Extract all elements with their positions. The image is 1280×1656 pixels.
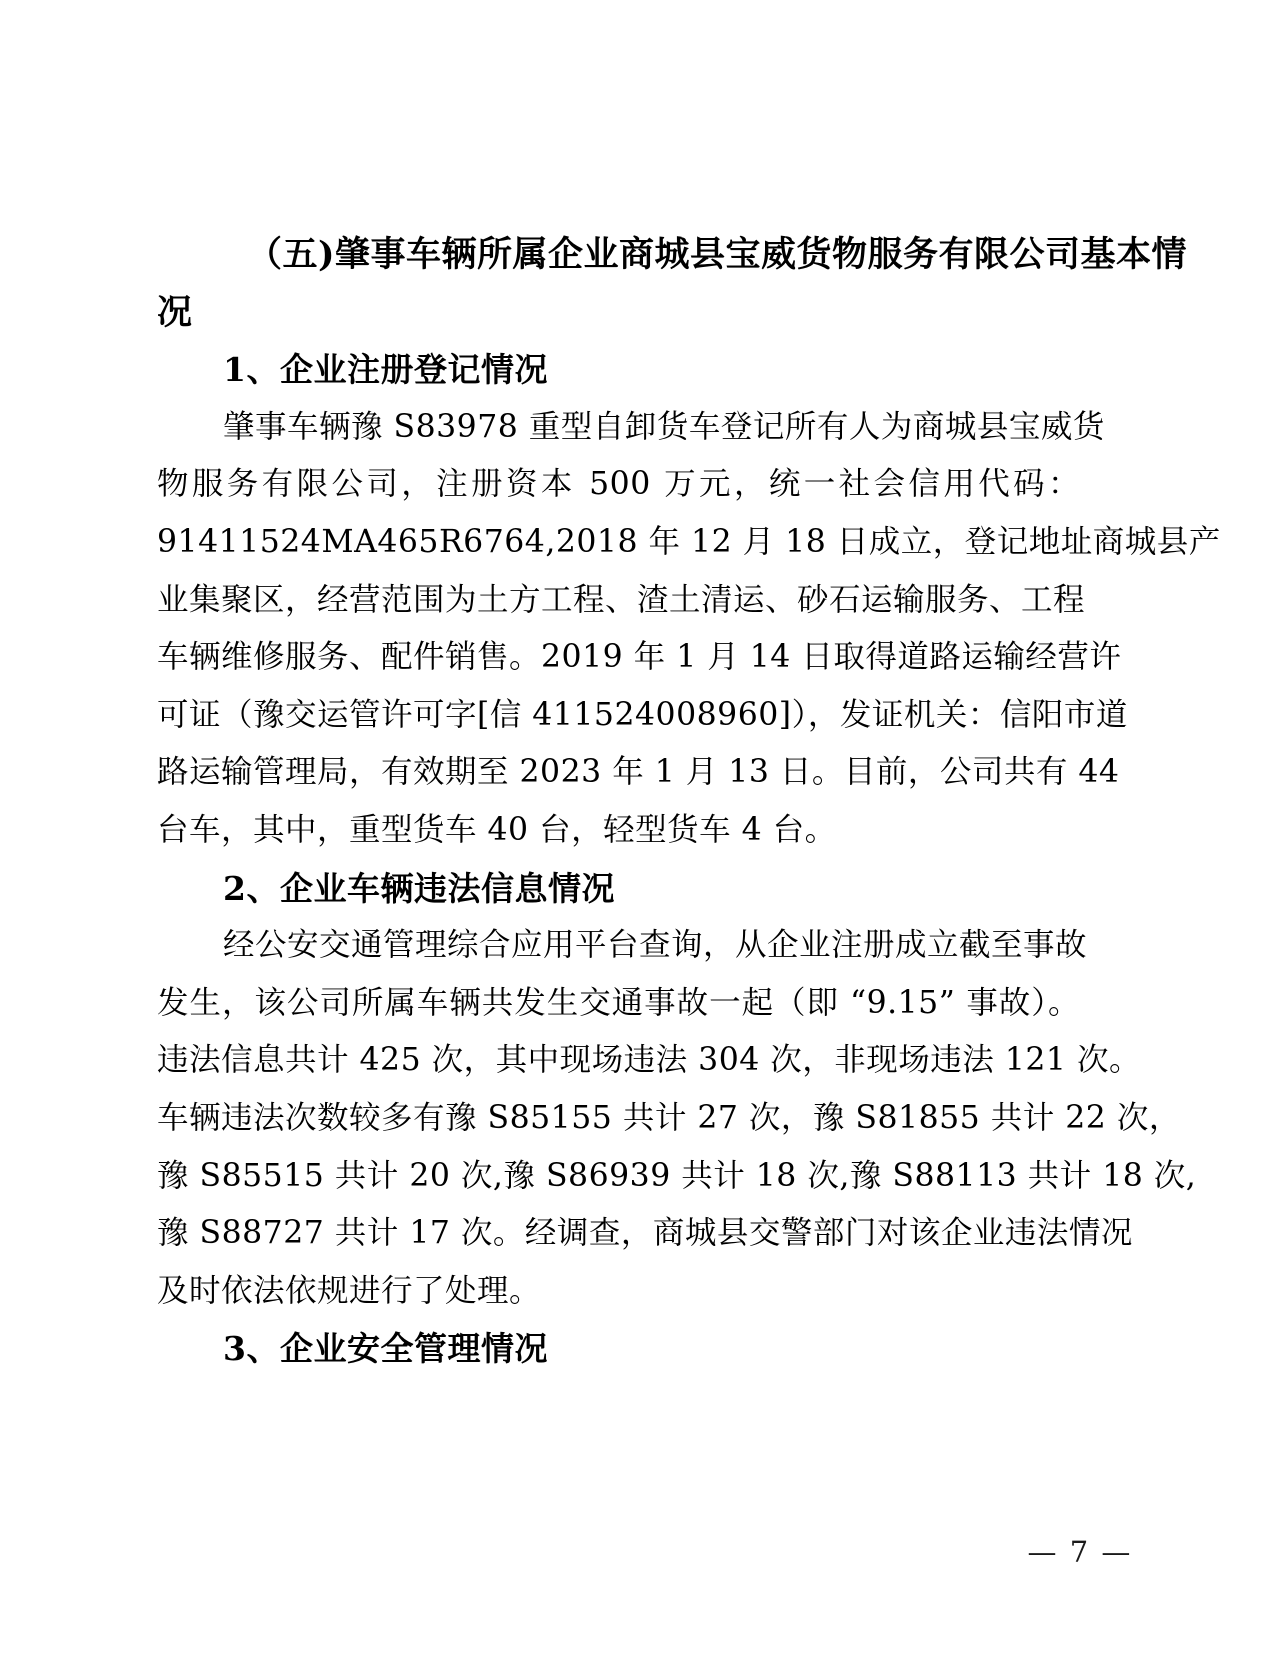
body-line: 违法信息共计 425 次，其中现场违法 304 次，非现场违法 121 次。 (157, 1042, 1141, 1079)
body-line: 91411524MA465R6764,2018 年 12 月 18 日成立，登记地址商城县产 (157, 523, 1221, 560)
subheading-safety-management: 3、企业安全管理情况 (223, 1329, 548, 1369)
body-line: 肇事车辆豫 S83978 重型自卸货车登记所有人为商城县宝威货 (223, 408, 1105, 445)
page-number: — 7 — (1027, 1535, 1133, 1569)
body-line: 可证（豫交运管许可字[信 411524008960]），发证机关：信阳市道 (157, 696, 1128, 733)
body-line: 豫 S85515 共计 20 次,豫 S86939 共计 18 次,豫 S88113 共计 18 次, (157, 1157, 1197, 1194)
body-line: 发生，该公司所属车辆共发生交通事故一起（即 “9.15” 事故）。 (157, 984, 1080, 1021)
body-line: 车辆维修服务、配件销售。2019 年 1 月 14 日取得道路运输经营许 (157, 639, 1122, 676)
document-text-block (157, 226, 1221, 1378)
body-line: 路运输管理局，有效期至 2023 年 1 月 13 日。目前，公司共有 44 (157, 754, 1120, 791)
section-heading-line-2: 况 (157, 291, 193, 333)
body-line: 经公安交通管理综合应用平台查询，从企业注册成立截至事故 (223, 927, 1088, 964)
body-line: 业集聚区，经营范围为土方工程、渣土清运、砂石运输服务、工程 (157, 581, 1086, 618)
body-line: 车辆违法次数较多有豫 S85155 共计 27 次，豫 S81855 共计 22 次， (157, 1099, 1181, 1136)
body-line: 及时依法依规进行了处理。 (157, 1272, 542, 1309)
body-line: 物服务有限公司，注册资本 500 万元，统一社会信用代码： (157, 466, 1080, 503)
body-line: 台车，其中，重型货车 40 台，轻型货车 4 台。 (157, 811, 837, 848)
subheading-registration: 1、企业注册登记情况 (223, 350, 548, 390)
section-heading-line-1: （五)肇事车辆所属企业商城县宝威货物服务有限公司基本情 (247, 234, 1188, 275)
body-line: 豫 S88727 共计 17 次。经调查，商城县交警部门对该企业违法情况 (157, 1215, 1133, 1252)
subheading-violations: 2、企业车辆违法信息情况 (223, 868, 615, 908)
